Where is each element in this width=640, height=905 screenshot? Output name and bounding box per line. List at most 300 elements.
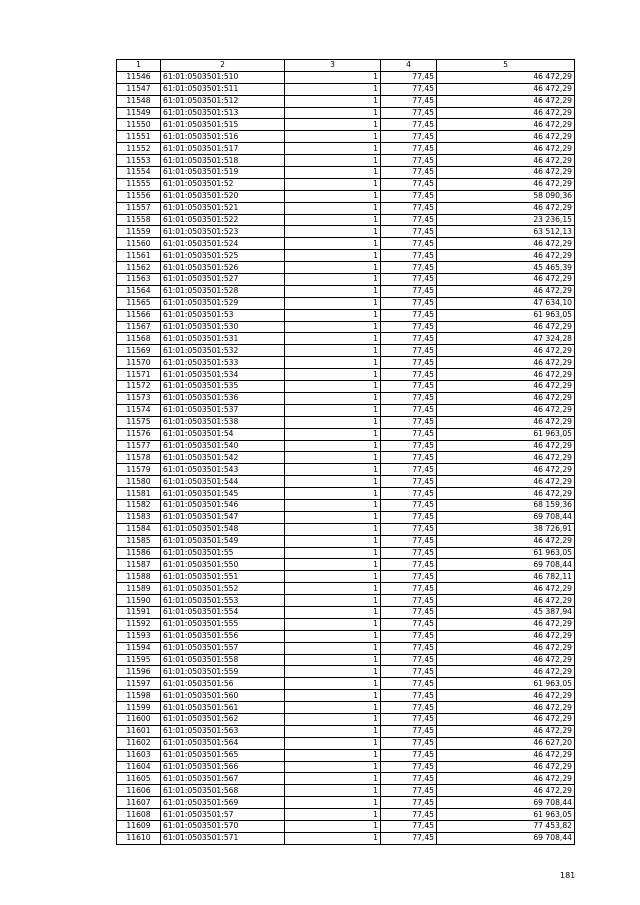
rate-cell: 77,45 [381, 107, 437, 119]
table-row [117, 476, 575, 488]
table-row [117, 761, 575, 773]
cadastral-number-cell: 61:01:0503501:534 [161, 369, 285, 381]
rate-cell: 77,45 [381, 773, 437, 785]
table-row [117, 654, 575, 666]
count-cell: 1 [285, 595, 381, 607]
table-row [117, 488, 575, 500]
row-number-cell: 11592 [117, 618, 161, 630]
header-row [117, 60, 575, 72]
cadastral-number-cell: 61:01:0503501:54 [161, 428, 285, 440]
rate-cell: 77,45 [381, 345, 437, 357]
cadastral-number-cell: 61:01:0503501:55 [161, 547, 285, 559]
count-cell: 1 [285, 71, 381, 83]
cadastral-number-cell: 61:01:0503501:530 [161, 321, 285, 333]
table-row [117, 416, 575, 428]
count-cell: 1 [285, 345, 381, 357]
value-cell: 45 387,94 [437, 606, 575, 618]
row-number-cell: 11546 [117, 71, 161, 83]
cadastral-number-cell: 61:01:0503501:565 [161, 749, 285, 761]
cadastral-number-cell: 61:01:0503501:562 [161, 713, 285, 725]
value-cell: 46 472,29 [437, 155, 575, 167]
value-cell: 47 634,10 [437, 297, 575, 309]
value-cell: 46 472,29 [437, 285, 575, 297]
table-row [117, 440, 575, 452]
value-cell: 46 472,29 [437, 392, 575, 404]
value-cell: 58 090,36 [437, 190, 575, 202]
rate-cell: 77,45 [381, 428, 437, 440]
cadastral-number-cell: 61:01:0503501:552 [161, 583, 285, 595]
row-number-cell: 11598 [117, 690, 161, 702]
cadastral-number-cell: 61:01:0503501:52 [161, 178, 285, 190]
count-cell: 1 [285, 642, 381, 654]
count-cell: 1 [285, 202, 381, 214]
cadastral-number-cell: 61:01:0503501:526 [161, 262, 285, 274]
value-cell: 46 472,29 [437, 535, 575, 547]
count-cell: 1 [285, 309, 381, 321]
cadastral-number-cell: 61:01:0503501:538 [161, 416, 285, 428]
table-row [117, 606, 575, 618]
row-number-cell: 11549 [117, 107, 161, 119]
row-number-cell: 11581 [117, 488, 161, 500]
table-body [117, 71, 575, 844]
count-cell: 1 [285, 749, 381, 761]
row-number-cell: 11547 [117, 83, 161, 95]
rate-cell: 77,45 [381, 797, 437, 809]
row-number-cell: 11605 [117, 773, 161, 785]
table-row [117, 345, 575, 357]
cadastral-number-cell: 61:01:0503501:517 [161, 143, 285, 155]
count-cell: 1 [285, 167, 381, 179]
rate-cell: 77,45 [381, 702, 437, 714]
cadastral-number-cell: 61:01:0503501:524 [161, 238, 285, 250]
rate-cell: 77,45 [381, 821, 437, 833]
row-number-cell: 11586 [117, 547, 161, 559]
table-row [117, 190, 575, 202]
row-number-cell: 11578 [117, 452, 161, 464]
rate-cell: 77,45 [381, 190, 437, 202]
rate-cell: 77,45 [381, 713, 437, 725]
count-cell: 1 [285, 392, 381, 404]
cadastral-number-cell: 61:01:0503501:528 [161, 285, 285, 297]
count-cell: 1 [285, 832, 381, 844]
cadastral-number-cell: 61:01:0503501:559 [161, 666, 285, 678]
count-cell: 1 [285, 381, 381, 393]
rate-cell: 77,45 [381, 226, 437, 238]
table-row [117, 559, 575, 571]
value-cell: 69 708,44 [437, 511, 575, 523]
row-number-cell: 11603 [117, 749, 161, 761]
cadastral-number-cell: 61:01:0503501:535 [161, 381, 285, 393]
rate-cell: 77,45 [381, 749, 437, 761]
row-number-cell: 11599 [117, 702, 161, 714]
table-row [117, 464, 575, 476]
rate-cell: 77,45 [381, 761, 437, 773]
rate-cell: 77,45 [381, 285, 437, 297]
row-number-cell: 11573 [117, 392, 161, 404]
page-number: 181 [560, 871, 576, 880]
value-cell: 46 472,29 [437, 143, 575, 155]
value-cell: 46 472,29 [437, 167, 575, 179]
table-row [117, 95, 575, 107]
row-number-cell: 11561 [117, 250, 161, 262]
cadastral-number-cell: 61:01:0503501:548 [161, 523, 285, 535]
value-cell: 46 472,29 [437, 178, 575, 190]
row-number-cell: 11557 [117, 202, 161, 214]
rate-cell: 77,45 [381, 333, 437, 345]
count-cell: 1 [285, 785, 381, 797]
count-cell: 1 [285, 333, 381, 345]
count-cell: 1 [285, 416, 381, 428]
table-row [117, 119, 575, 131]
value-cell: 77 453,82 [437, 821, 575, 833]
cadastral-number-cell: 61:01:0503501:520 [161, 190, 285, 202]
count-cell: 1 [285, 630, 381, 642]
value-cell: 46 472,29 [437, 404, 575, 416]
rate-cell: 77,45 [381, 476, 437, 488]
column-header-4: 4 [381, 60, 437, 72]
rate-cell: 77,45 [381, 642, 437, 654]
cadastral-number-cell: 61:01:0503501:557 [161, 642, 285, 654]
count-cell: 1 [285, 535, 381, 547]
rate-cell: 77,45 [381, 547, 437, 559]
rate-cell: 77,45 [381, 678, 437, 690]
count-cell: 1 [285, 797, 381, 809]
count-cell: 1 [285, 511, 381, 523]
rate-cell: 77,45 [381, 618, 437, 630]
count-cell: 1 [285, 821, 381, 833]
count-cell: 1 [285, 95, 381, 107]
rate-cell: 77,45 [381, 404, 437, 416]
rate-cell: 77,45 [381, 499, 437, 511]
table-row [117, 499, 575, 511]
count-cell: 1 [285, 809, 381, 821]
row-number-cell: 11587 [117, 559, 161, 571]
rate-cell: 77,45 [381, 131, 437, 143]
cadastral-number-cell: 61:01:0503501:511 [161, 83, 285, 95]
cadastral-number-cell: 61:01:0503501:56 [161, 678, 285, 690]
count-cell: 1 [285, 250, 381, 262]
table-row [117, 785, 575, 797]
table-row [117, 131, 575, 143]
value-cell: 61 963,05 [437, 309, 575, 321]
count-cell: 1 [285, 523, 381, 535]
cadastral-number-cell: 61:01:0503501:570 [161, 821, 285, 833]
row-number-cell: 11591 [117, 606, 161, 618]
count-cell: 1 [285, 488, 381, 500]
cadastral-number-cell: 61:01:0503501:510 [161, 71, 285, 83]
table-row [117, 832, 575, 844]
row-number-cell: 11597 [117, 678, 161, 690]
value-cell: 46 782,11 [437, 571, 575, 583]
value-cell: 46 472,29 [437, 654, 575, 666]
table-row [117, 381, 575, 393]
count-cell: 1 [285, 559, 381, 571]
rate-cell: 77,45 [381, 440, 437, 452]
cadastral-number-cell: 61:01:0503501:513 [161, 107, 285, 119]
value-cell: 46 472,29 [437, 583, 575, 595]
rate-cell: 77,45 [381, 832, 437, 844]
count-cell: 1 [285, 321, 381, 333]
row-number-cell: 11575 [117, 416, 161, 428]
table-row [117, 511, 575, 523]
table-row [117, 178, 575, 190]
rate-cell: 77,45 [381, 309, 437, 321]
rate-cell: 77,45 [381, 630, 437, 642]
cadastral-number-cell: 61:01:0503501:544 [161, 476, 285, 488]
rate-cell: 77,45 [381, 488, 437, 500]
rate-cell: 77,45 [381, 143, 437, 155]
cadastral-number-cell: 61:01:0503501:566 [161, 761, 285, 773]
value-cell: 46 472,29 [437, 785, 575, 797]
cadastral-number-cell: 61:01:0503501:549 [161, 535, 285, 547]
count-cell: 1 [285, 476, 381, 488]
cadastral-number-cell: 61:01:0503501:564 [161, 737, 285, 749]
cadastral-number-cell: 61:01:0503501:536 [161, 392, 285, 404]
count-cell: 1 [285, 178, 381, 190]
value-cell: 46 472,29 [437, 476, 575, 488]
row-number-cell: 11548 [117, 95, 161, 107]
rate-cell: 77,45 [381, 202, 437, 214]
value-cell: 69 708,44 [437, 832, 575, 844]
cadastral-number-cell: 61:01:0503501:532 [161, 345, 285, 357]
table-row [117, 713, 575, 725]
cadastral-number-cell: 61:01:0503501:569 [161, 797, 285, 809]
count-cell: 1 [285, 690, 381, 702]
value-cell: 46 472,29 [437, 440, 575, 452]
rate-cell: 77,45 [381, 297, 437, 309]
value-cell: 46 472,29 [437, 642, 575, 654]
row-number-cell: 11565 [117, 297, 161, 309]
value-cell: 45 465,39 [437, 262, 575, 274]
count-cell: 1 [285, 226, 381, 238]
cadastral-number-cell: 61:01:0503501:556 [161, 630, 285, 642]
rate-cell: 77,45 [381, 725, 437, 737]
row-number-cell: 11564 [117, 285, 161, 297]
cadastral-number-cell: 61:01:0503501:533 [161, 357, 285, 369]
row-number-cell: 11576 [117, 428, 161, 440]
value-cell: 46 472,29 [437, 345, 575, 357]
table-row [117, 107, 575, 119]
value-cell: 46 472,29 [437, 713, 575, 725]
count-cell: 1 [285, 452, 381, 464]
row-number-cell: 11551 [117, 131, 161, 143]
count-cell: 1 [285, 464, 381, 476]
count-cell: 1 [285, 571, 381, 583]
cadastral-number-cell: 61:01:0503501:531 [161, 333, 285, 345]
rate-cell: 77,45 [381, 452, 437, 464]
rate-cell: 77,45 [381, 559, 437, 571]
rate-cell: 77,45 [381, 214, 437, 226]
value-cell: 47 324,28 [437, 333, 575, 345]
rate-cell: 77,45 [381, 535, 437, 547]
row-number-cell: 11608 [117, 809, 161, 821]
count-cell: 1 [285, 702, 381, 714]
value-cell: 46 472,29 [437, 71, 575, 83]
row-number-cell: 11584 [117, 523, 161, 535]
table-row [117, 571, 575, 583]
table-row [117, 214, 575, 226]
value-cell: 46 472,29 [437, 488, 575, 500]
row-number-cell: 11601 [117, 725, 161, 737]
value-cell: 69 708,44 [437, 797, 575, 809]
value-cell: 46 472,29 [437, 274, 575, 286]
cadastral-number-cell: 61:01:0503501:525 [161, 250, 285, 262]
value-cell: 68 159,36 [437, 499, 575, 511]
cadastral-number-cell: 61:01:0503501:553 [161, 595, 285, 607]
column-header-1: 1 [117, 60, 161, 72]
value-cell: 61 963,05 [437, 547, 575, 559]
count-cell: 1 [285, 440, 381, 452]
row-number-cell: 11609 [117, 821, 161, 833]
value-cell: 46 472,29 [437, 95, 575, 107]
row-number-cell: 11594 [117, 642, 161, 654]
count-cell: 1 [285, 238, 381, 250]
count-cell: 1 [285, 618, 381, 630]
table-row [117, 630, 575, 642]
count-cell: 1 [285, 131, 381, 143]
table-row [117, 250, 575, 262]
value-cell: 46 472,29 [437, 749, 575, 761]
rate-cell: 77,45 [381, 250, 437, 262]
cadastral-number-cell: 61:01:0503501:515 [161, 119, 285, 131]
count-cell: 1 [285, 404, 381, 416]
row-number-cell: 11588 [117, 571, 161, 583]
rate-cell: 77,45 [381, 392, 437, 404]
table-row [117, 143, 575, 155]
column-header-3: 3 [285, 60, 381, 72]
cadastral-number-cell: 61:01:0503501:545 [161, 488, 285, 500]
rate-cell: 77,45 [381, 737, 437, 749]
table-row [117, 155, 575, 167]
value-cell: 46 472,29 [437, 321, 575, 333]
cadastral-number-cell: 61:01:0503501:542 [161, 452, 285, 464]
row-number-cell: 11585 [117, 535, 161, 547]
value-cell: 61 963,05 [437, 678, 575, 690]
table-row [117, 428, 575, 440]
rate-cell: 77,45 [381, 262, 437, 274]
table-row [117, 809, 575, 821]
count-cell: 1 [285, 713, 381, 725]
table-row [117, 797, 575, 809]
cadastral-number-cell: 61:01:0503501:523 [161, 226, 285, 238]
row-number-cell: 11571 [117, 369, 161, 381]
rate-cell: 77,45 [381, 416, 437, 428]
row-number-cell: 11569 [117, 345, 161, 357]
table-row [117, 297, 575, 309]
row-number-cell: 11550 [117, 119, 161, 131]
value-cell: 46 472,29 [437, 357, 575, 369]
count-cell: 1 [285, 190, 381, 202]
row-number-cell: 11600 [117, 713, 161, 725]
cadastral-number-cell: 61:01:0503501:567 [161, 773, 285, 785]
rate-cell: 77,45 [381, 167, 437, 179]
count-cell: 1 [285, 654, 381, 666]
cadastral-number-cell: 61:01:0503501:558 [161, 654, 285, 666]
table-row [117, 309, 575, 321]
value-cell: 61 963,05 [437, 809, 575, 821]
row-number-cell: 11602 [117, 737, 161, 749]
table-row [117, 618, 575, 630]
value-cell: 46 472,29 [437, 773, 575, 785]
cadastral-number-cell: 61:01:0503501:554 [161, 606, 285, 618]
row-number-cell: 11574 [117, 404, 161, 416]
cadastral-number-cell: 61:01:0503501:519 [161, 167, 285, 179]
rate-cell: 77,45 [381, 511, 437, 523]
rate-cell: 77,45 [381, 809, 437, 821]
count-cell: 1 [285, 119, 381, 131]
value-cell: 46 472,29 [437, 238, 575, 250]
value-cell: 46 472,29 [437, 666, 575, 678]
value-cell: 46 472,29 [437, 381, 575, 393]
table-row [117, 678, 575, 690]
table-row [117, 452, 575, 464]
rate-cell: 77,45 [381, 369, 437, 381]
cadastral-number-cell: 61:01:0503501:563 [161, 725, 285, 737]
table-row [117, 167, 575, 179]
table-row [117, 642, 575, 654]
column-header-2: 2 [161, 60, 285, 72]
table-row [117, 202, 575, 214]
count-cell: 1 [285, 285, 381, 297]
rate-cell: 77,45 [381, 785, 437, 797]
value-cell: 46 472,29 [437, 107, 575, 119]
table-row [117, 773, 575, 785]
rate-cell: 77,45 [381, 95, 437, 107]
rate-cell: 77,45 [381, 178, 437, 190]
row-number-cell: 11555 [117, 178, 161, 190]
row-number-cell: 11593 [117, 630, 161, 642]
rate-cell: 77,45 [381, 321, 437, 333]
table-row [117, 535, 575, 547]
row-number-cell: 11558 [117, 214, 161, 226]
table-row [117, 702, 575, 714]
value-cell: 46 472,29 [437, 464, 575, 476]
cadastral-number-cell: 61:01:0503501:522 [161, 214, 285, 226]
row-number-cell: 11596 [117, 666, 161, 678]
rate-cell: 77,45 [381, 464, 437, 476]
table-row [117, 725, 575, 737]
cadastral-number-cell: 61:01:0503501:516 [161, 131, 285, 143]
row-number-cell: 11589 [117, 583, 161, 595]
value-cell: 46 472,29 [437, 369, 575, 381]
table-row [117, 369, 575, 381]
count-cell: 1 [285, 547, 381, 559]
rate-cell: 77,45 [381, 83, 437, 95]
table-row [117, 262, 575, 274]
value-cell: 46 472,29 [437, 690, 575, 702]
count-cell: 1 [285, 155, 381, 167]
table-row [117, 404, 575, 416]
count-cell: 1 [285, 606, 381, 618]
row-number-cell: 11595 [117, 654, 161, 666]
cadastral-number-cell: 61:01:0503501:571 [161, 832, 285, 844]
cadastral-number-cell: 61:01:0503501:551 [161, 571, 285, 583]
count-cell: 1 [285, 725, 381, 737]
value-cell: 61 963,05 [437, 428, 575, 440]
cadastral-number-cell: 61:01:0503501:550 [161, 559, 285, 571]
value-cell: 46 472,29 [437, 131, 575, 143]
row-number-cell: 11566 [117, 309, 161, 321]
row-number-cell: 11579 [117, 464, 161, 476]
count-cell: 1 [285, 83, 381, 95]
row-number-cell: 11580 [117, 476, 161, 488]
table-row [117, 666, 575, 678]
cadastral-number-cell: 61:01:0503501:568 [161, 785, 285, 797]
value-cell: 46 472,29 [437, 416, 575, 428]
value-cell: 46 472,29 [437, 83, 575, 95]
cadastral-number-cell: 61:01:0503501:521 [161, 202, 285, 214]
count-cell: 1 [285, 357, 381, 369]
